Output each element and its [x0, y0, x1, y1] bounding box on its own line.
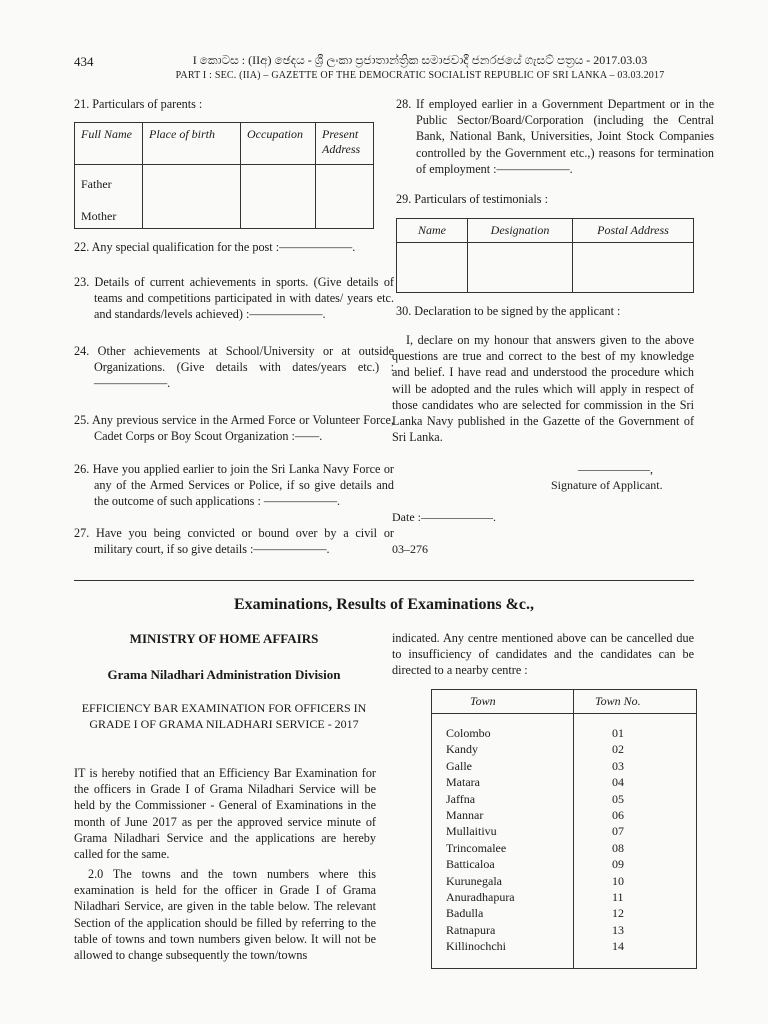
table-row — [432, 808, 696, 824]
signature-label: Signature of Applicant. — [551, 478, 663, 492]
town-name: Anuradhapura — [446, 889, 515, 904]
town-name: Colombo — [446, 726, 491, 740]
item-24: 24. Other achievements at School/University or at outside Organizations. (Give details with dates/years etc.) : ——————. — [74, 344, 394, 391]
item-27: 27. Have you being convicted or bound over by a civil or military court, if so give details :——————. — [74, 526, 394, 557]
item-21: 21. Particulars of parents : — [74, 97, 203, 111]
town-name: Ratnapura — [446, 922, 496, 937]
page-number: 434 — [74, 54, 94, 69]
towns-rows — [432, 726, 696, 955]
town-number: 05 — [612, 791, 624, 806]
ministry-heading: MINISTRY OF HOME AFFAIRS — [129, 631, 319, 646]
reference-number: 03–276 — [392, 542, 428, 556]
testimonials-table — [396, 218, 694, 293]
gazette-header-sinhala: I කොටස : (IIඅ) ඡෙදය - ශ්‍රී ලංකා ප්‍රජාතාන්ත්‍රික සමාජවාදී ජනරජයේ ගැසට් පත්‍රය - 2017.03.03 — [192, 53, 648, 67]
gazette-header-english: PART I : SEC. (IIA) – GAZETTE OF THE DEMOCRATIC SOCIALIST REPUBLIC OF SRI LANKA – 03.03.2017 — [175, 70, 665, 81]
section-title: Examinations, Results of Examinations &c., — [233, 596, 535, 613]
town-number: 02 — [612, 742, 624, 757]
table-row — [432, 874, 696, 890]
town-name: Kandy — [446, 742, 478, 757]
section-divider — [74, 580, 694, 581]
town-number: 01 — [612, 726, 624, 740]
parents-row-labels — [75, 165, 143, 229]
town-number: 04 — [612, 775, 624, 790]
testimonials-header-address: Postal Address — [573, 219, 694, 243]
town-name: Batticaloa — [446, 857, 495, 872]
town-name: Badulla — [446, 906, 484, 921]
table-row — [432, 792, 696, 808]
item-25: 25. Any previous service in the Armed Force or Volunteer Force, Cadet Corps or Boy Scout Organization :——. — [74, 413, 394, 444]
parents-cell — [316, 165, 374, 229]
parents-cell — [143, 165, 241, 229]
item-29: 29. Particulars of testimonials : — [396, 192, 548, 206]
table-row — [432, 824, 696, 840]
notice-paragraph-right: indicated. Any centre mentioned above can be cancelled due to insufficiency of candidates and the candidates can be directed to a nearby centre : — [392, 631, 694, 678]
town-name: Jaffna — [446, 791, 476, 806]
table-row — [432, 857, 696, 873]
town-name: Mannar — [446, 807, 484, 822]
testimonials-cell — [397, 243, 468, 293]
parents-header-address: Present Address — [316, 123, 374, 165]
declaration-text: I, declare on my honour that answers given to the above questions are true and correct to the best of my knowledge and belief. I have read and understood the procedure which will be adopted and the rules which will apply in respect of those candidates who are selected for commission in the Sri Lanka Navy published in the Gazette of the Government of Sri Lanka. — [392, 333, 694, 445]
table-row — [432, 906, 696, 922]
testimonials-header-designation: Designation — [468, 219, 573, 243]
item-23: 23. Details of current achievements in sports. (Give details of teams and competitions participated in with dates/ years etc. and standards/levels achieved) :——————. — [74, 275, 394, 322]
parents-row-father: Father — [81, 177, 112, 191]
town-name: Mullaitivu — [446, 824, 497, 839]
table-row — [432, 939, 696, 955]
town-number: 14 — [612, 939, 624, 954]
table-row — [432, 759, 696, 775]
parents-header-occupation: Occupation — [241, 123, 316, 165]
town-number: 10 — [612, 873, 624, 888]
item-22: 22. Any special qualification for the post :——————. — [74, 240, 356, 254]
table-row — [432, 775, 696, 791]
parents-row-mother: Mother — [81, 209, 117, 223]
item-28: 28. If employed earlier in a Government Department or in the Public Sector/Board/Corporation (including the Central Bank, National Bank, Universities, Joint Stock Companies controlled by the Government etc.,) reasons for termination of employment :——————. — [396, 97, 714, 176]
testimonials-header-name: Name — [397, 219, 468, 243]
towns-header-rule — [432, 713, 696, 714]
signature-line: ——————, — [578, 462, 653, 476]
town-number: 06 — [612, 807, 624, 822]
testimonials-cell — [468, 243, 573, 293]
towns-header-number: Town No. — [595, 694, 641, 708]
town-name: Kurunegala — [446, 873, 502, 888]
item-30: 30. Declaration to be signed by the applicant : — [396, 304, 621, 318]
table-row — [432, 890, 696, 906]
town-number: 13 — [612, 922, 624, 937]
town-number: 12 — [612, 906, 624, 921]
parents-header-name: Full Name — [75, 123, 143, 165]
town-number: 09 — [612, 857, 624, 872]
table-row — [432, 726, 696, 742]
notice-paragraph-1: IT is hereby notified that an Efficiency Bar Examination for the officers in Grade I of Grama Niladhari Service will be held by the Commissioner - General of Examinations in the month of June 2017 as per the approved service minute of Grama Niladhari Service and the applications are hereby called for the same. — [74, 766, 376, 862]
efficiency-bar-title: EFFICIENCY BAR EXAMINATION FOR OFFICERS IN GRADE I OF GRAMA NILADHARI SERVICE - 2017 — [81, 701, 367, 731]
parents-header-birth: Place of birth — [143, 123, 241, 165]
parents-cell — [241, 165, 316, 229]
towns-header-town: Town — [470, 694, 496, 708]
town-number: 08 — [612, 840, 624, 855]
town-number: 11 — [612, 889, 624, 904]
testimonials-cell — [573, 243, 694, 293]
table-row — [432, 923, 696, 939]
town-name: Matara — [446, 775, 480, 790]
date-line: Date :——————. — [392, 510, 496, 524]
parents-table — [74, 122, 374, 229]
table-row — [432, 841, 696, 857]
towns-table — [431, 689, 697, 969]
table-row — [432, 742, 696, 758]
town-name: Galle — [446, 758, 472, 773]
town-name: Killinochchi — [446, 939, 506, 954]
town-number: 03 — [612, 758, 624, 773]
town-name: Trincomalee — [446, 840, 507, 855]
town-number: 07 — [612, 824, 624, 839]
item-26: 26. Have you applied earlier to join the Sri Lanka Navy Force or any of the Armed Services or Police, if so give details and the outcome of such applications : ——————. — [74, 462, 394, 509]
division-heading: Grama Niladhari Administration Division — [107, 667, 341, 682]
notice-paragraph-2: 2.0 The towns and the town numbers where this examination is held for the officer in Grade I of Grama Niladhari Service, are given in the table below. The relevant Section of the application should be filled by referring to the table of towns and town numbers given below. It will not be allowed to change subsequently the town/towns — [74, 867, 376, 963]
